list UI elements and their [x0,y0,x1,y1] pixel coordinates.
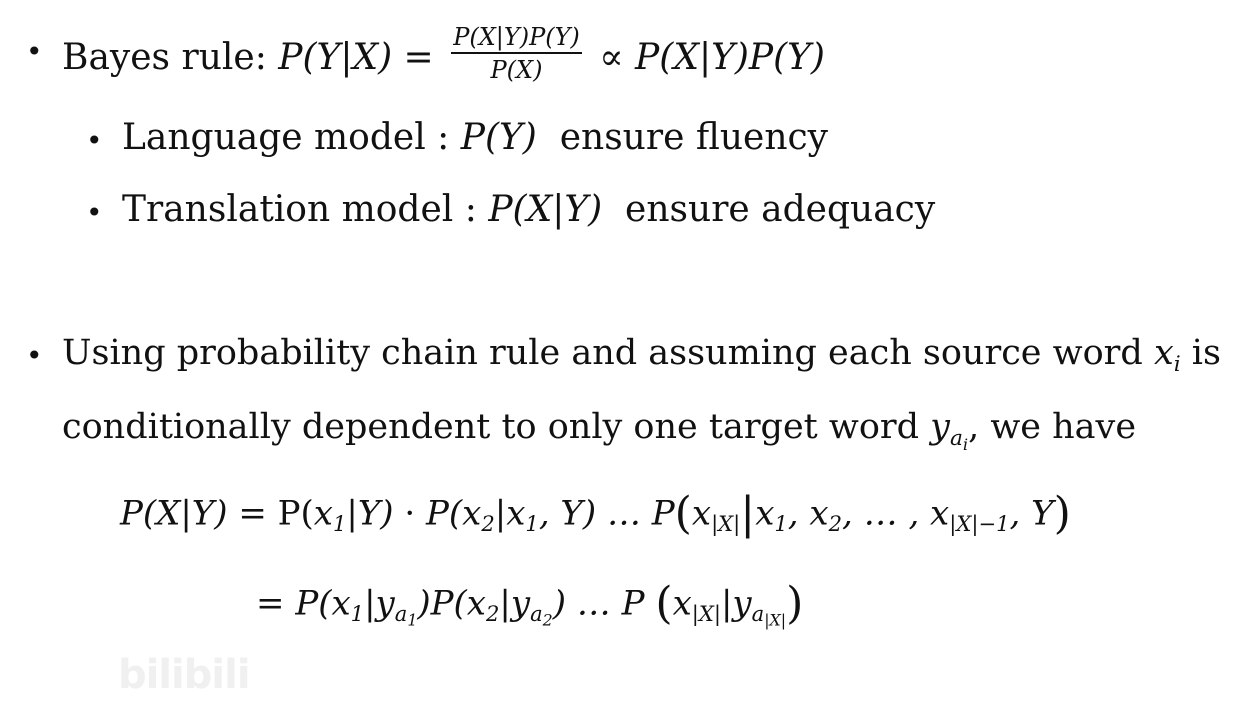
bayes-rhs: ∝ P(X|Y)P(Y) [599,36,825,78]
chain-rule-line-1 [62,333,1221,377]
watermark-logo: bilibili [118,652,250,698]
bayes-rule-label: Bayes rule: [62,36,267,78]
target-word-var: $y_{a_i}$ [930,407,969,454]
language-model-line [122,117,829,158]
fraction-numerator: P(X|Y)P(Y) [451,24,582,54]
bayes-lhs: P(Y|X) = [278,36,434,78]
translation-model-math: P(X|Y) [488,189,603,230]
sub-bullet-marker: • [86,124,103,157]
bayes-fraction [451,24,582,84]
language-model-label: Language model : [122,117,450,158]
equation-line-1: $P(X|Y) = P(x_1|Y) \cdot P(x_2|x_1$, Y) … $P(x_{|X|}|x_1$, $x_2$, … , $x_{|X|-1}$, Y) [120,488,1071,539]
chain-rule-text-1: Using probability chain rule and assuming each source word [62,333,1143,373]
translation-model-label: Translation model : [122,189,477,230]
bullet-marker: • [26,339,43,372]
chain-rule-text-1-end: is [1191,333,1221,373]
language-model-desc: ensure fluency [559,117,829,158]
fraction-denominator: P(X) [490,56,543,85]
chain-rule-text-2: conditionally dependent to only one target word [62,407,920,447]
sub-bullet-marker: • [86,196,103,229]
eq1-lhs: P(X|Y) = [120,493,267,534]
bayes-rule-line [62,23,825,90]
translation-model-line [122,189,936,230]
chain-rule-line-2 [62,407,1137,454]
source-word-var: $x_i$ [1153,333,1181,377]
equation-line-2: = $P(x_1|y_{a_1})P(x_2|y_{a_2})$ … P $(x_{|X|}|y_{a_{|X|}})$ [256,578,804,630]
chain-rule-text-2-end: , we have [968,407,1137,447]
translation-model-desc: ensure adequacy [625,189,936,230]
language-model-math: P(Y) [460,117,537,158]
bullet-marker: • [26,35,43,68]
